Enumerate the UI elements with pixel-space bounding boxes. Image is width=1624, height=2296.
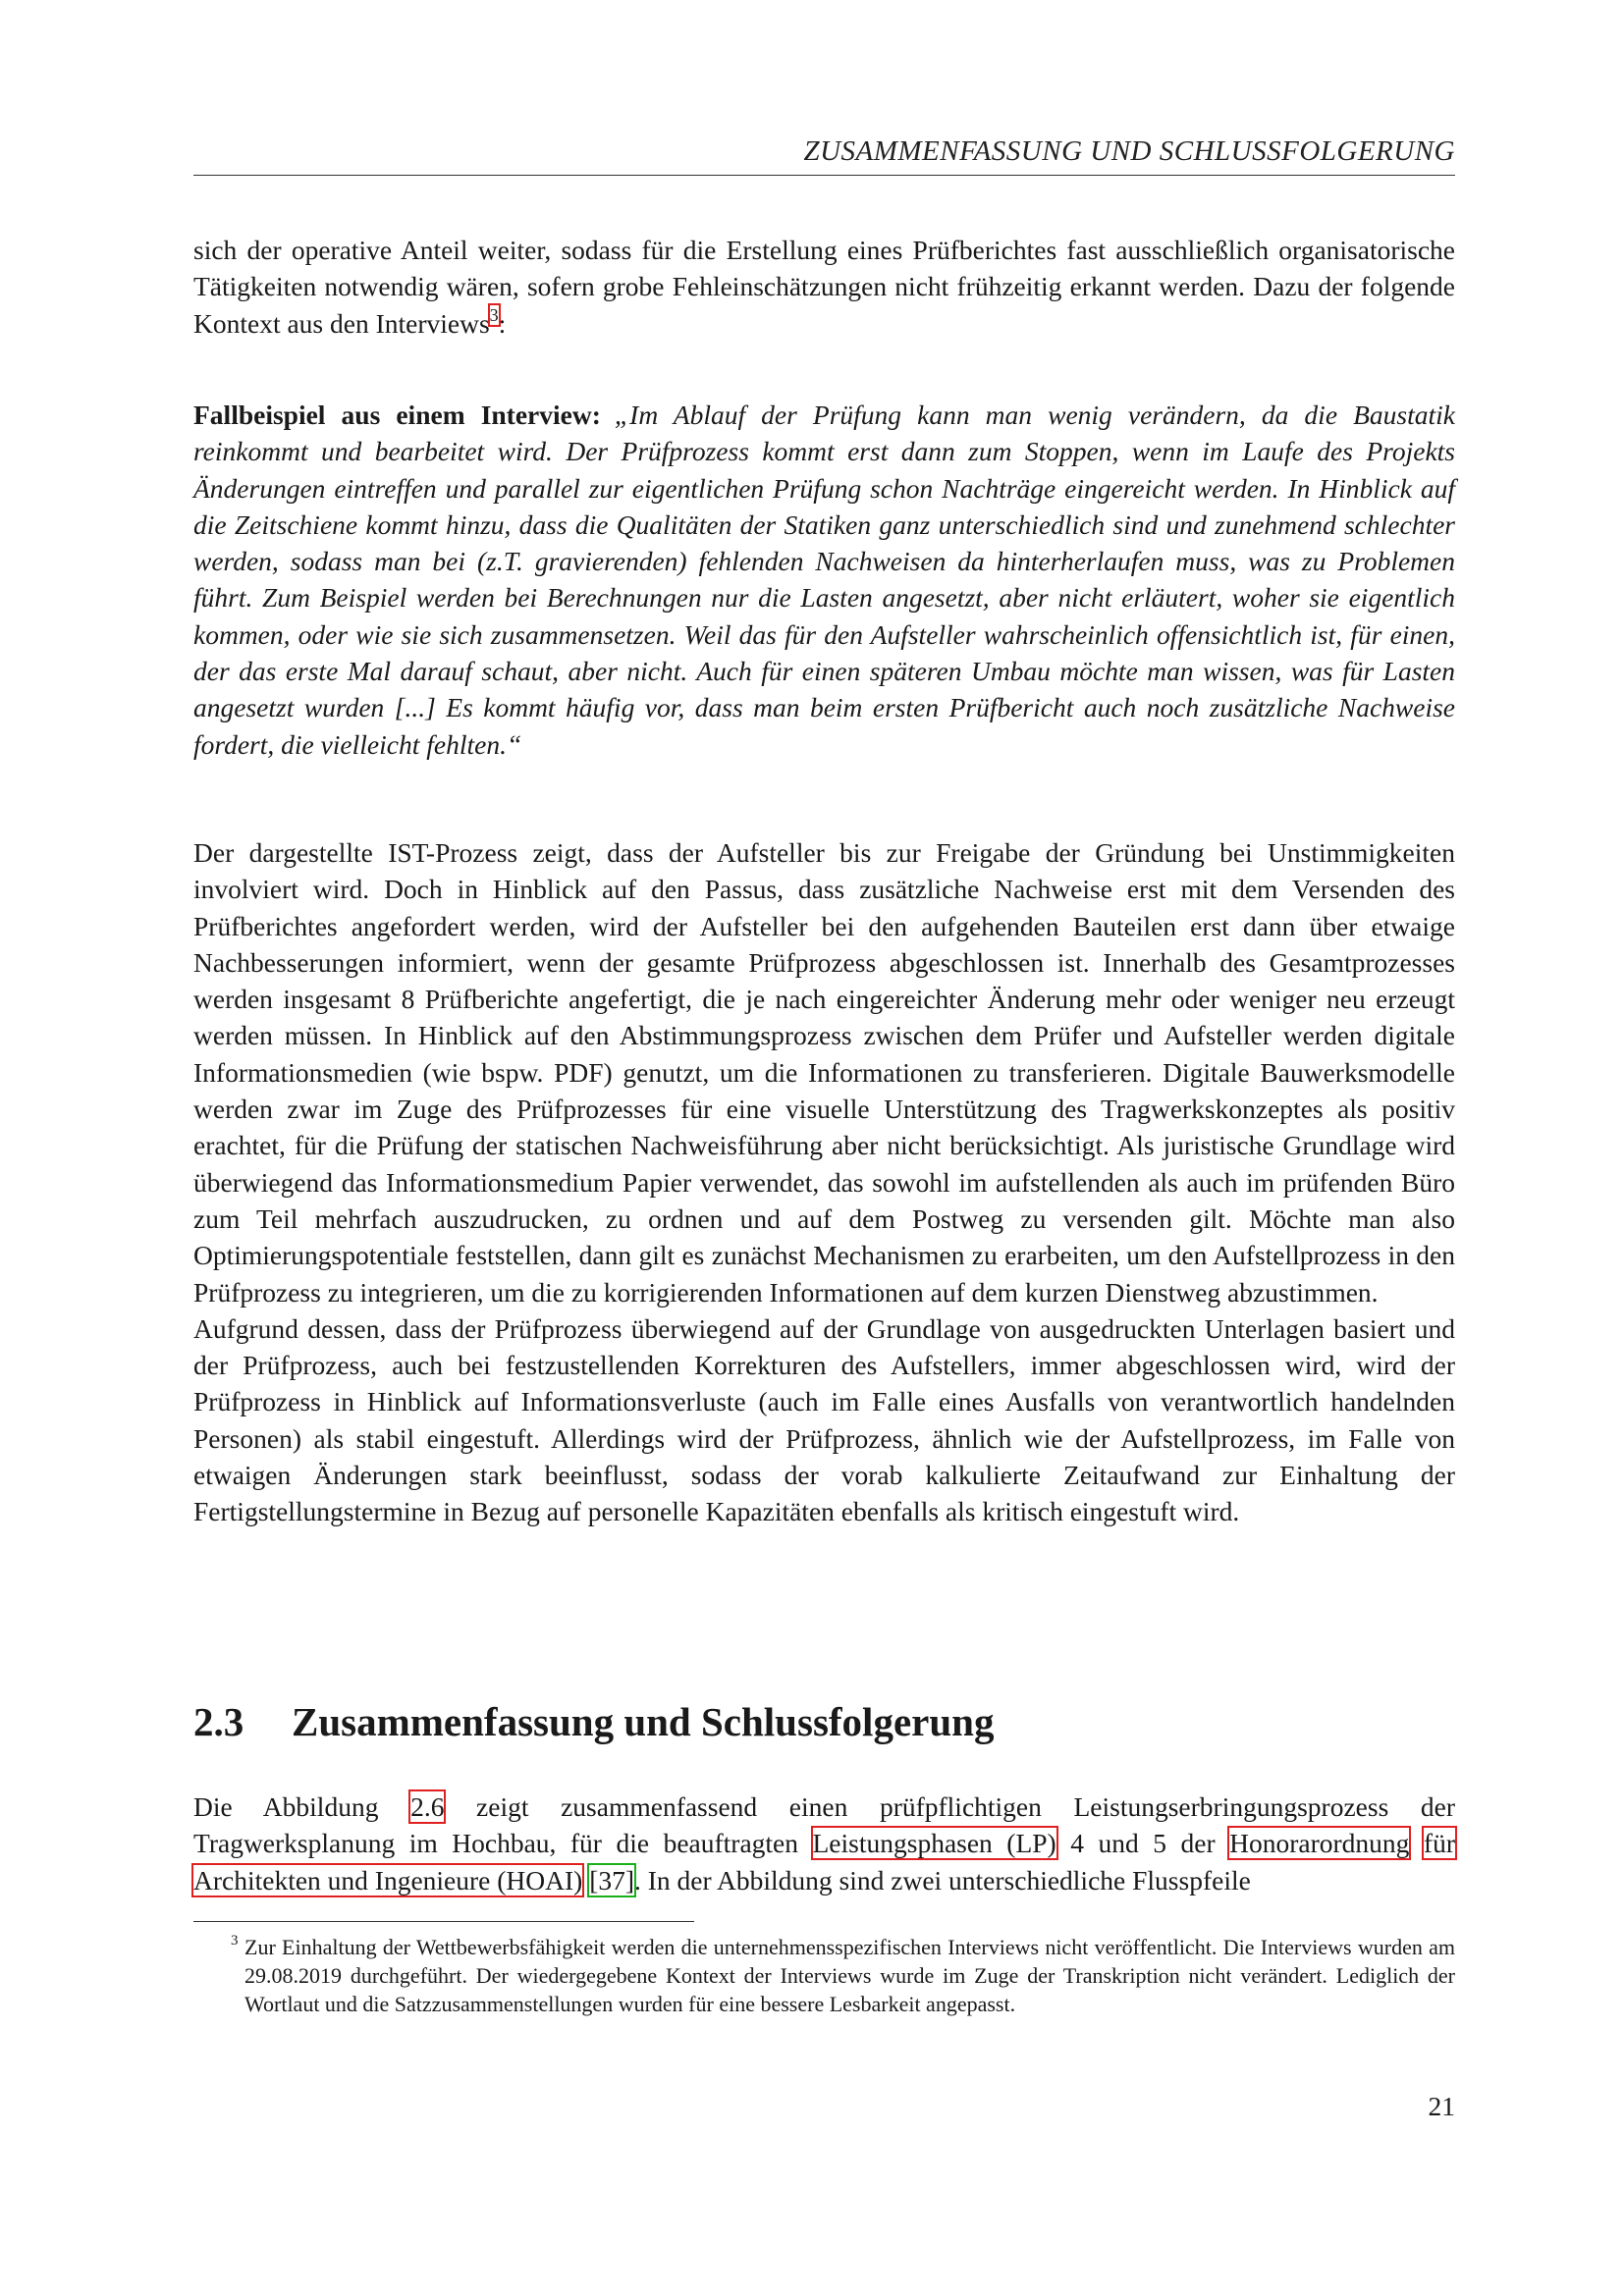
figure-ref-link[interactable]: 2.6 [410,1791,445,1822]
case-study-label: Fallbeispiel aus einem Interview: [193,400,601,430]
footnote [231,1933,1455,2018]
glossary-link-hoai-part2[interactable]: für Architekten und Ingenieure (HOAI) [193,1828,1455,1896]
case-study-block [193,397,1455,763]
page-number: 21 [1428,2091,1455,2121]
section-heading [193,1698,994,1745]
running-header-title: ZUSAMMENFASSUNG UND SCHLUSSFOLGERUNG [803,135,1455,167]
paragraph-analysis [193,834,1455,1530]
footnote-text: Zur Einhaltung der Wettbewerbsfähigkeit werden die unternehmensspezifischen Interviews nicht veröffentlicht. Die Interviews wurden am 29.08.2019 durchgeführt. Der wiedergegebene Kontext der Interviews wurde im Zuge der Transkription nicht verändert. Lediglich der Wortlaut und die Satzzusammenstellungen wurden für eine bessere Lesbarkeit angepasst. [244,1935,1455,2016]
paragraph-stability: Aufgrund dessen, dass der Prüfprozess überwiegend auf der Grundlage von ausgedruckten Unterlagen basiert und der Prüfprozess, auch bei festzustellenden Korrekturen des Aufstellers, immer abgeschlossen wird, wird der Prüfprozess in Hinblick auf Informationsverluste (auch im Falle eines Ausfalls von verantwortlich handelnden Personen) als stabil eingestuft. Allerdings wird der Prüfprozess, ähnlich wie der Aufstellprozess, im Falle von etwaigen Änderungen stark beeinflusst, sodass der vorab kalkulierte Zeitaufwand zur Einhaltung der Fertigstellungstermine in Bezug auf personelle Kapazitäten ebenfalls als kritisch eingestuft wird. [193,1312,1455,1527]
summary-text-4 [1409,1828,1424,1858]
glossary-link-lp[interactable]: Leistungsphasen (LP) [812,1828,1056,1859]
summary-text-3: 4 und 5 der [1056,1828,1230,1859]
footnote-rule [193,1921,694,1922]
paragraph-intro [193,232,1455,342]
case-study-quote: „Im Ablauf der Prüfung kann man wenig verändern, da die Baustatik reinkommt und bearbeitet wird. Der Prüfprozess kommt erst dann zum Stoppen, wenn im Laufe des Projekts Änderungen eintreffen und parallel zur eigentlichen Prüfung schon Nachträge eingereicht werden. In Hinblick auf die Zeitschiene kommt hinzu, dass die Qualitäten der Statiken ganz unterschiedlich sind und zunehmend schlechter werden, sodass man bei (z.T. gravierenden) fehlenden Nachweisen da hinterherlaufen muss, was zu Problemen führt. Zum Beispiel werden bei Berechnungen nur die Lasten angesetzt, aber nicht erläutert, woher sie eigentlich kommen, oder wie sie sich zusammensetzen. Weil das für den Aufsteller wahrscheinlich offensichtlich ist, für einen, der das erste Mal darauf schaut, aber nicht. Auch für einen späteren Umbau möchte man wissen, was für Lasten angesetzt wurden [...] Es kommt häufig vor, dass man beim ersten Prüfbericht auch noch zusätzliche Nachweise fordert, die vielleicht fehlten.“ [193,400,1455,760]
citation-link[interactable]: [37] [589,1864,635,1896]
footnote-ref-link[interactable]: 3 [489,304,499,325]
paragraph-summary [193,1789,1455,1898]
footnote-number: 3 [231,1933,239,1949]
section-title: Zusammenfassung und Schlussfolgerung [292,1699,995,1744]
summary-text-6: . In der Abbildung sind zwei unterschiedliche Flusspfeile [634,1864,1251,1896]
summary-text-1: Die Abbildung [193,1791,411,1822]
document-page [193,0,1455,2296]
summary-text-2: zeigt zusammenfassend einen prüfpflichtigen Leistungserbringungsprozess der Tragwerksplanung im Hochbau, für die beauftragten [193,1791,1455,1859]
paragraph-intro-text: sich der operative Anteil weiter, sodass für die Erstellung eines Prüfberichtes fast ausschließlich organisatorische Tätigkeiten notwendig wären, sofern grobe Fehleinschätzungen nicht frühzeitig erkannt werden. Dazu der folgende Kontext aus den Interviews [193,235,1455,339]
paragraph-ist-process: Der dargestellte IST-Prozess zeigt, dass der Aufsteller bis zur Freigabe der Gründung bei Unstimmigkeiten involviert wird. Doch in Hinblick auf den Passus, dass zusätzliche Nachweise erst mit dem Versenden des Prüfberichtes angefordert werden, wird der Aufsteller bei den aufgehenden Bauteilen erst dann über etwaige Nachbesserungen informiert, wenn der gesamte Prüfprozess abgeschlossen ist. Innerhalb des Gesamtprozesses werden insgesamt 8 Prüfberichte angefertigt, die je nach eingereichter Änderung mehr oder weniger neu erzeugt werden müssen. In Hinblick auf den Abstimmungsprozess zwischen dem Prüfer und Aufsteller werden digitale Informationsmedien (wie bspw. PDF) genutzt, um die Informationen zu transferieren. Digitale Bauwerksmodelle werden zwar im Zuge des Prüfprozesses für eine visuelle Unterstützung des Tragwerkskonzeptes als positiv erachtet, für die Prüfung der statischen Nachweisführung aber nicht berücksichtigt. Als juristische Grundlage wird überwiegend das Informationsmedium Papier verwendet, das sowohl im aufstellenden als auch im prüfenden Büro zum Teil mehrfach auszudrucken, zu ordnen und auf dem Postweg zu versenden gilt. Möchte man also Optimierungspotentiale feststellen, dann gilt es zunächst Mechanismen zu erarbeiten, um den Aufstellprozess in den Prüfprozess zu integrieren, um die zu korrigierenden Informationen auf dem kurzen Dienstweg abzustimmen. [193,837,1455,1308]
section-number: 2.3 [193,1699,244,1744]
glossary-link-hoai-part1[interactable]: Honorarordnung [1229,1828,1410,1859]
paragraph-intro-tail: : [498,307,507,339]
header-rule [193,175,1455,176]
